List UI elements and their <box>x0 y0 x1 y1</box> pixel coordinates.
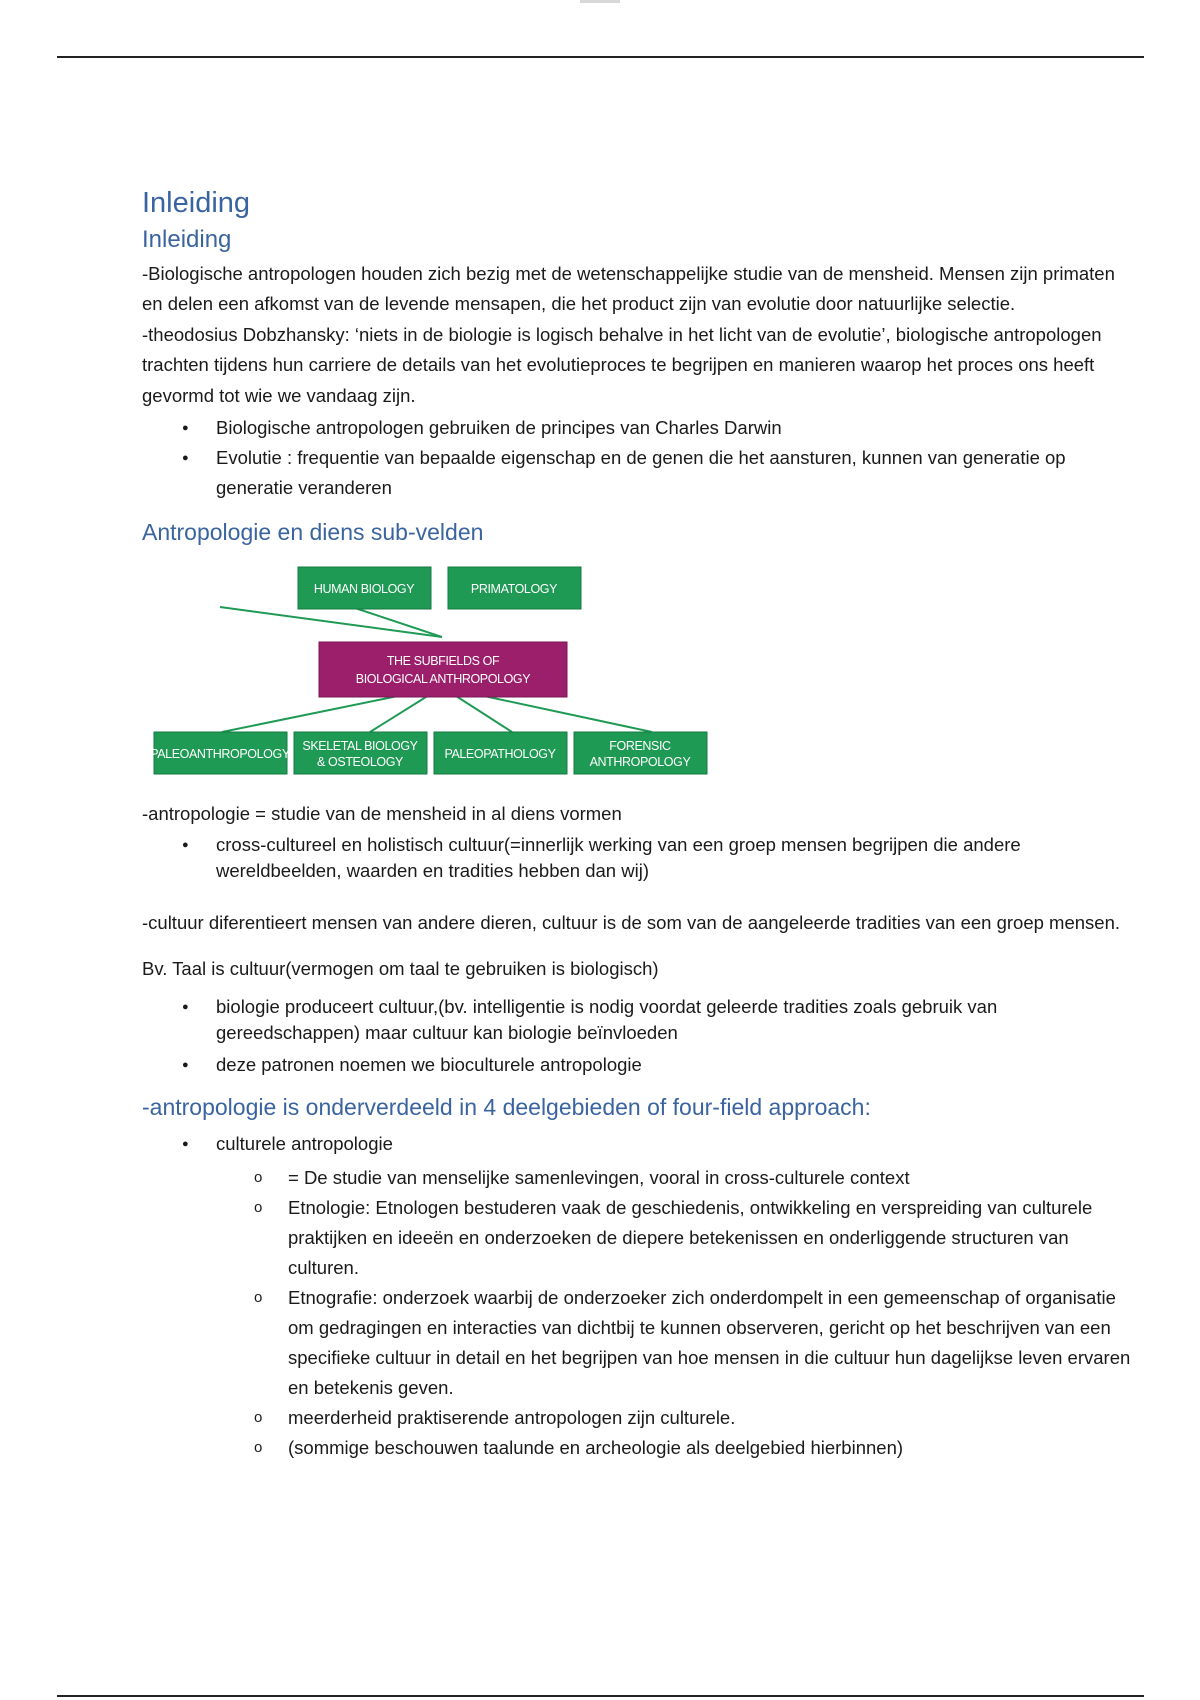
bullet-list <box>142 413 1132 503</box>
list-item: ● Evolutie : frequentie van bepaalde eigenschap en de genen die het aansturen, kunnen van generatie op generatie veranderen <box>142 443 1132 503</box>
bullet-list <box>142 1129 1132 1463</box>
box-label: SKELETAL BIOLOGY <box>302 739 418 754</box>
sub-list-item: o Etnografie: onderzoek waarbij de onderzoeker zich onderdompelt in een gemeenschap of organisatie om gedragingen en interacties van dichtbij te kunnen observeren, gericht op het beschrijven van een specifieke cultuur in detail en het begrijpen van hoe mensen in die cultuur hun dagelijkse leven ervaren en betekenis geven. <box>142 1283 1132 1403</box>
footer-rule <box>57 1695 1144 1697</box>
section-heading-four-field: -antropologie is onderverdeeld in 4 deelgebieden of four-field approach: <box>142 1093 871 1120</box>
box-label: & OSTEOLOGY <box>317 755 403 770</box>
box-subfields-center <box>319 642 567 697</box>
sub-list-item: o = De studie van menselijke samenlevingen, vooral in cross-culturele context <box>142 1163 1132 1193</box>
sub-list <box>142 1163 1132 1463</box>
paragraph: -Biologische antropologen houden zich bezig met de wetenschappelijke studie van de mensheid. Mensen zijn primaten en delen een afkomst van de levende mensapen, die het product zijn van evolutie door natuurlijke selectie. <box>142 262 1115 315</box>
list-item: ● cross-cultureel en holistisch cultuur(=innerlijk werking van een groep mensen begrijpen die andere wereldbeelden, waarden en tradities hebben dan wij) <box>142 832 1132 884</box>
box-label: FORENSIC <box>609 739 671 754</box>
paragraph: -antropologie = studie van de mensheid in al diens vormen <box>142 803 622 825</box>
sub-list-item: o meerderheid praktiserende antropologen zijn culturele. <box>142 1403 1132 1433</box>
paragraph: -cultuur diferentieert mensen van andere dieren, cultuur is de som van de aangeleerde tradities van een groep mensen. Bv. Taal is cultuur(vermogen om taal te gebruiken is biologisch) <box>142 911 1121 979</box>
sub-list-item: o Etnologie: Etnologen bestuderen vaak de geschiedenis, ontwikkeling en verspreiding van culturele praktijken en ideeën en onderzoeken de diepere betekenissen en onderliggende structuren van culturen. <box>142 1193 1132 1283</box>
page-header-mark <box>580 0 620 3</box>
bullet-list <box>142 994 1132 1078</box>
section-heading-inleiding: Inleiding <box>142 225 232 253</box>
box-label: ANTHROPOLOGY <box>589 755 691 770</box>
box-label: BIOLOGICAL ANTHROPOLOGY <box>355 672 531 687</box>
document-title: Inleiding <box>142 187 251 219</box>
bullet-list <box>142 832 1132 884</box>
connector-line <box>220 607 442 637</box>
list-item: ● Biologische antropologen gebruiken de principes van Charles Darwin <box>142 413 1132 443</box>
box-label: THE SUBFIELDS OF <box>386 654 500 669</box>
list-item: ● biologie produceert cultuur,(bv. intelligentie is nodig voordat geleerde tradities zoals gebruik van gereedschappen) maar cultuur kan biologie beïnvloeden <box>142 994 1132 1046</box>
connector-line <box>352 607 442 637</box>
box-label: PALEOANTHROPOLOGY <box>152 747 290 762</box>
list-item <box>142 1129 1132 1463</box>
box-label: PRIMATOLOGY <box>470 582 558 597</box>
subfields-diagram-svg <box>152 562 727 787</box>
document-body <box>142 180 1132 1463</box>
header-rule <box>57 56 1144 58</box>
sub-list-item: o (sommige beschouwen taalunde en archeologie als deelgebied hierbinnen) <box>142 1433 1132 1463</box>
box-label: PALEOPATHOLOGY <box>444 747 556 762</box>
subfields-diagram <box>152 562 727 787</box>
list-item: ● deze patronen noemen we bioculturele antropologie <box>142 1052 1132 1078</box>
paragraph: -theodosius Dobzhansky: ‘niets in de biologie is logisch behalve in het licht van de evolutie’, biologische antropologen trachten tijdens hun carriere de details van het evolutieproces te begrijpen en manieren waarop het proces ons heeft gevormd tot wie we vandaag zijn. <box>142 323 1102 406</box>
list-item-label: culturele antropologie <box>216 1132 393 1154</box>
section-heading-subfields: Antropologie en diens sub-velden <box>142 519 484 546</box>
box-label: HUMAN BIOLOGY <box>313 582 415 597</box>
